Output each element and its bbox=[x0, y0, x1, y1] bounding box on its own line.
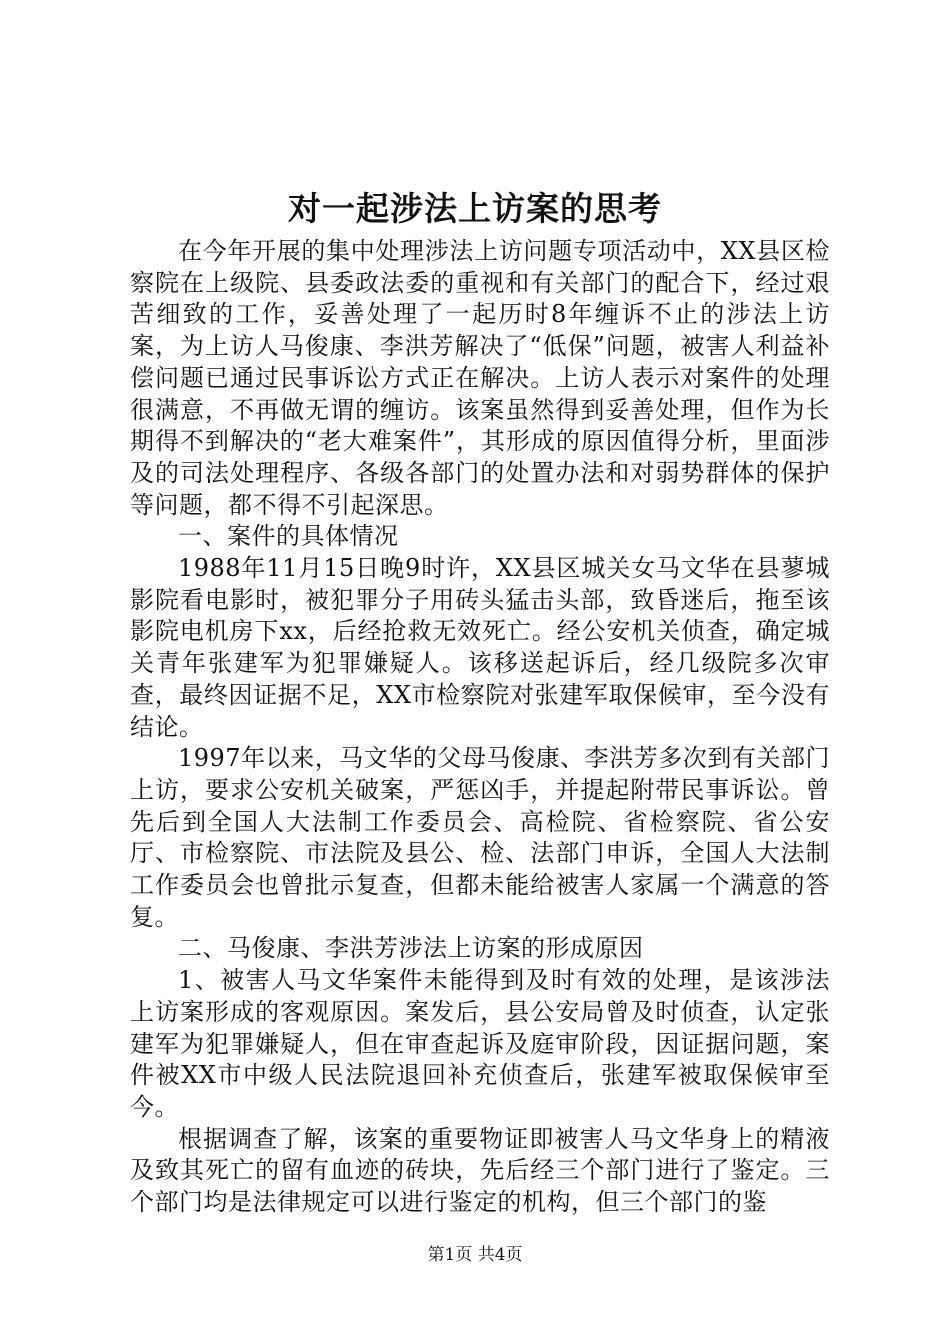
page-footer: 第1页 共4页 bbox=[427, 1245, 523, 1265]
section-heading-2: 二、马俊康、李洪芳涉法上访案的形成原因 bbox=[178, 934, 644, 963]
paragraph-evidence: 根据调查了解，该案的重要物证即被害人马文华身上的精液及致其死亡的留有血迹的砖块，先后经三个部门进行了鉴定。三个部门均是法律规定可以进行鉴定的机构，但三个部门的鉴 bbox=[130, 1124, 830, 1217]
paragraph-cause-1: 1、被害人马文华案件未能得到及时有效的处理，是该涉法上访案形成的客观原因。案发后，县公安局曾及时侦查，认定张建军为犯罪嫌疑人，但在审查起诉及庭审阶段，因证据问题，案件被XX市中级人民法院退回补充侦查后，张建军被取保候审至今。 bbox=[130, 966, 830, 1121]
section-heading-1: 一、案件的具体情况 bbox=[178, 522, 399, 551]
document-body bbox=[130, 236, 830, 1219]
document-title: 对一起涉法上访案的思考 bbox=[288, 189, 662, 228]
paragraph-intro: 在今年开展的集中处理涉法上访问题专项活动中，XX县区检察院在上级院、县委政法委的重视和有关部门的配合下，经过艰苦细致的工作，妥善处理了一起历时8年缠诉不止的涉法上访案，为上访人马俊康、李洪芳解决了“低保”问题，被害人利益补偿问题已通过民事诉讼方式正在解决。上访人表示对案件的处理很满意，不再做无谓的缠访。该案虽然得到妥善处理，但作为长期得不到解决的“老大难案件”，其形成的原因值得分析，里面涉及的司法处理程序、各级各部门的处置办法和对弱势群体的保护等问题，都不得不引起深思。 bbox=[130, 237, 830, 519]
paragraph-petition-history: 1997年以来，马文华的父母马俊康、李洪芳多次到有关部门上访，要求公安机关破案，严惩凶手，并提起附带民事诉讼。曾先后到全国人大法制工作委员会、高检院、省检察院、省公安厅、市检察院、市法院及县公、检、法部门申诉，全国人大法制工作委员会也曾批示复查，但都未能给被害人家属一个满意的答复。 bbox=[130, 744, 830, 931]
paragraph-case-details: 1988年11月15日晚9时许，XX县区城关女马文华在县蓼城影院看电影时，被犯罪分子用砖头猛击头部，致昏迷后，拖至该影院电机房下xx，后经抢救无效死亡。经公安机关侦查，确定城关青年张建军为犯罪嫌疑人。该移送起诉后，经几级院多次审查，最终因证据不足，XX市检察院对张建军取保候审，至今没有结论。 bbox=[130, 554, 830, 741]
